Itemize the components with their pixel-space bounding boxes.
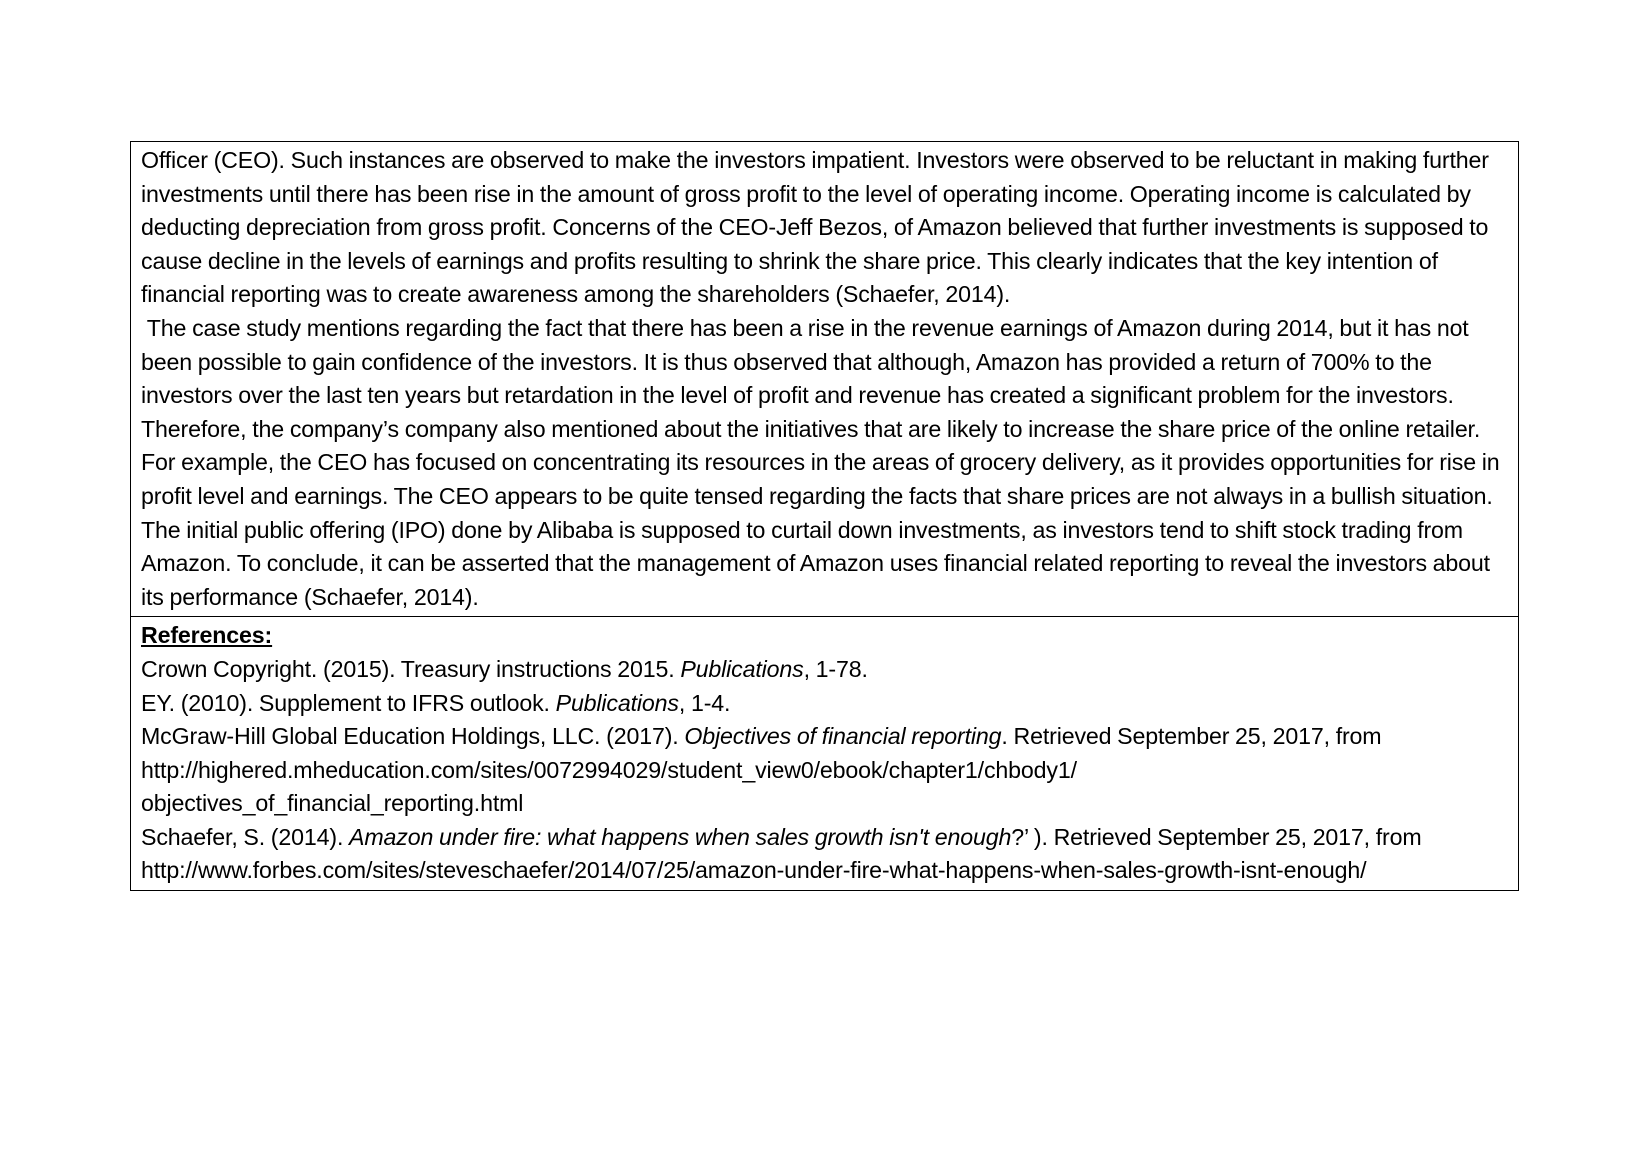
reference-title: Publications [680,655,804,682]
reference-item [141,687,1508,721]
reference-item [141,821,1508,888]
reference-title: Publications [555,689,679,716]
reference-text: , 1-78. [803,655,868,682]
reference-item [141,720,1508,821]
reference-text: ?’ ). Retrieved September 25, 2017, from http://www.forbes.com/sites/steveschaefer/2014/07/25/amazon-under-fire-what-happens-when-sales-growth-isnt-enough/ [141,823,1422,884]
reference-text: . Retrieved September 25, 2017, from [1001,723,1382,750]
references-cell [131,617,1518,890]
body-paragraph-2: The case study mentions regarding the fact that there has been a rise in the revenue earnings of Amazon during 2014, but it has not been possible to gain confidence of the investors. It is thus observed that although, Amazon has provided a return of 700% to the investors over the last ten years but retardation in the level of profit and revenue has created a significant problem for the investors. Therefore, the company’s company also mentioned about the initiatives that are likely to increase the share price of the online retailer. For example, the CEO has focused on concentrating its resources in the areas of grocery delivery, as it provides opportunities for rise in profit level and earnings. The CEO appears to be quite tensed regarding the facts that share prices are not always in a bullish situation. The initial public offering (IPO) done by Alibaba is supposed to curtail down investments, as investors tend to shift stock trading from Amazon. To conclude, it can be asserted that the management of Amazon uses financial related reporting to reveal the investors about its performance (Schaefer, 2014). [141,314,1506,610]
reference-text: Schaefer, S. (2014). [141,823,350,850]
reference-text: EY. (2010). Supplement to IFRS outlook. [141,689,556,716]
reference-text: McGraw-Hill Global Education Holdings, LLC. (2017). [141,723,685,750]
reference-title: Objectives of financial reporting [684,723,1002,750]
document-table [130,141,1519,891]
reference-url: objectives_of_financial_reporting.html [141,790,524,817]
reference-text: , 1-4. [678,689,731,716]
body-paragraph-1: Officer (CEO). Such instances are observed to make the investors impatient. Investors were observed to be reluctant in making further investments until there has been rise in the amount of gross profit to the level of operating income. Operating income is calculated by deducting depreciation from gross profit. Concerns of the CEO-Jeff Bezos, of Amazon believed that further investments is supposed to cause decline in the levels of earnings and profits resulting to shrink the share price. This clearly indicates that the key intention of financial reporting was to create awareness among the shareholders (Schaefer, 2014). [141,147,1489,308]
references-heading: References: [141,622,273,649]
body-cell [131,142,1518,617]
reference-url: http://highered.mheducation.com/sites/0072994029/student_view0/ebook/chapter1/chbody1/ [141,756,1077,783]
reference-item [141,653,1508,687]
reference-text: Crown Copyright. (2015). Treasury instructions 2015. [141,655,681,682]
reference-title: Amazon under fire: what happens when sales growth isn't enough [349,823,1012,850]
